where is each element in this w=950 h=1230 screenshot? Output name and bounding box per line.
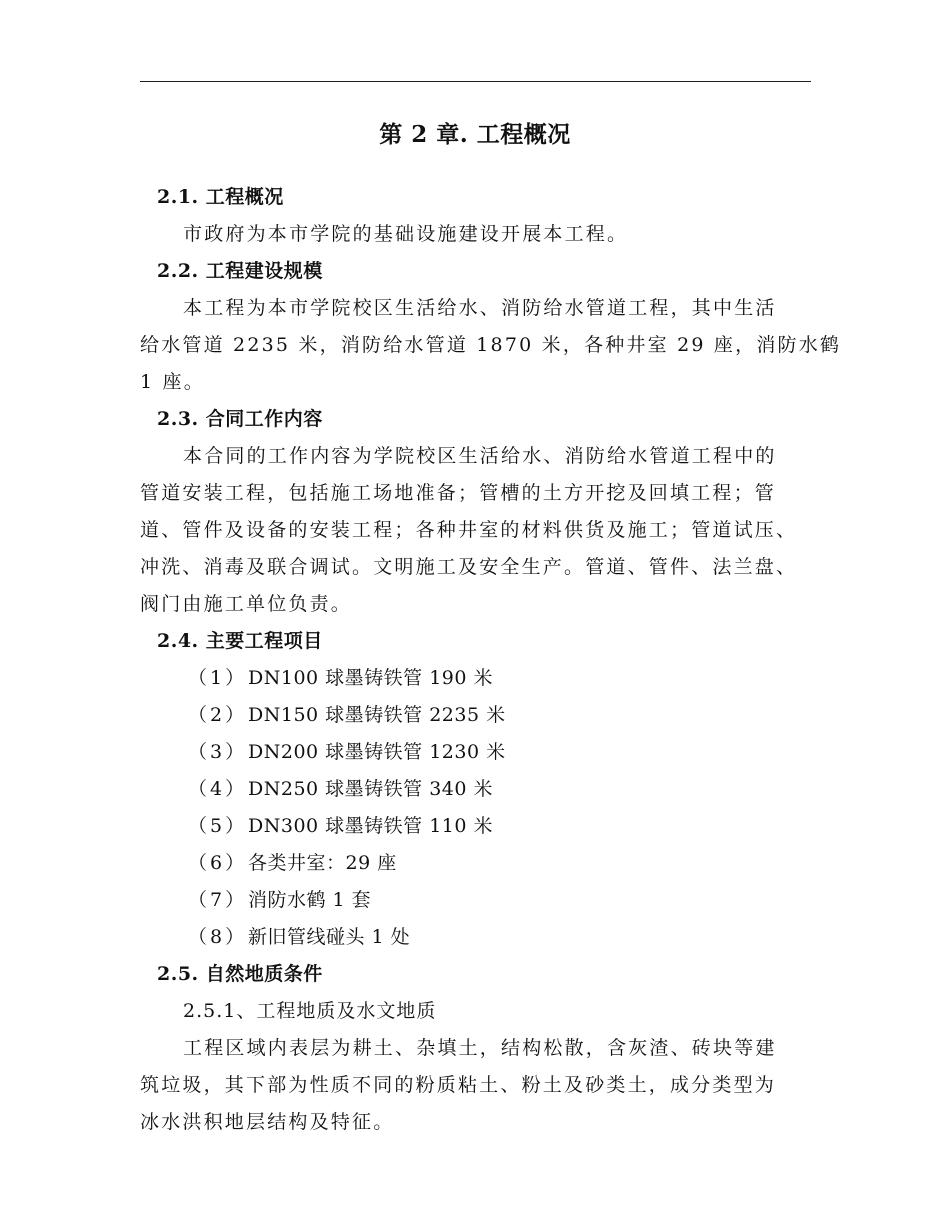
paragraph-line: 本工程为本市学院校区生活给水、消防给水管道工程，其中生活 (183, 297, 777, 319)
list-item-number: （7） (188, 889, 248, 911)
section-heading: 2.1. 工程概况 (157, 186, 284, 208)
paragraph-line: 筑垃圾，其下部为性质不同的粉质粘土、粉土及砂类土，成分类型为 (140, 1074, 777, 1096)
list-item (188, 777, 493, 801)
section-heading: 2.5. 自然地质条件 (157, 963, 323, 985)
paragraph-line: 冰水洪积地层结构及特征。 (140, 1111, 395, 1133)
list-item-text: DN300 球墨铸铁管 110 米 (248, 815, 494, 837)
paragraph-line: 冲洗、消毒及联合调试。文明施工及安全生产。管道、管件、法兰盘、 (140, 556, 798, 578)
list-item-number: （3） (188, 741, 248, 763)
list-item-text: 各类井室：29 座 (248, 852, 397, 874)
paragraph-line: 市政府为本市学院的基础设施建设开展本工程。 (183, 223, 629, 245)
header-rule (140, 81, 811, 82)
list-item-number: （6） (188, 852, 248, 874)
list-item-text: 消防水鹤 1 套 (248, 889, 372, 911)
section-heading: 2.2. 工程建设规模 (157, 260, 323, 282)
paragraph-line: 工程区域内表层为耕土、杂填土，结构松散，含灰渣、砖块等建 (183, 1037, 777, 1059)
paragraph-line: 阀门由施工单位负责。 (140, 593, 353, 615)
paragraph-line: 管道安装工程，包括施工场地准备；管槽的土方开挖及回填工程；管 (140, 482, 777, 504)
list-item-text: DN250 球墨铸铁管 340 米 (248, 778, 494, 800)
paragraph-line: 道、管件及设备的安装工程；各种井室的材料供货及施工；管道试压、 (140, 519, 798, 541)
list-item-number: （4） (188, 778, 248, 800)
list-item-text: DN100 球墨铸铁管 190 米 (248, 667, 494, 689)
list-item (188, 703, 506, 727)
list-item (188, 740, 506, 764)
list-item-number: （2） (188, 704, 248, 726)
list-item (188, 814, 493, 838)
paragraph-line: 1 座。 (140, 371, 205, 393)
list-item-text: DN150 球墨铸铁管 2235 米 (248, 704, 506, 726)
chapter-title: 第 2 章. 工程概况 (379, 121, 571, 148)
section-heading: 2.3. 合同工作内容 (157, 408, 323, 430)
list-item-text: 新旧管线碰头 1 处 (248, 926, 411, 948)
section-heading: 2.4. 主要工程项目 (157, 630, 323, 652)
list-item (188, 888, 371, 912)
paragraph-line: 给水管道 2235 米，消防给水管道 1870 米，各种井室 29 座，消防水鹤 (140, 334, 842, 356)
list-item (188, 666, 493, 690)
list-item-text: DN200 球墨铸铁管 1230 米 (248, 741, 506, 763)
list-item (188, 851, 397, 875)
paragraph-line: 本合同的工作内容为学院校区生活给水、消防给水管道工程中的 (183, 445, 777, 467)
list-item (188, 925, 410, 949)
list-item-number: （5） (188, 815, 248, 837)
list-item-number: （8） (188, 926, 248, 948)
list-item-number: （1） (188, 667, 248, 689)
subsection-heading: 2.5.1、工程地质及水文地质 (183, 1000, 437, 1022)
